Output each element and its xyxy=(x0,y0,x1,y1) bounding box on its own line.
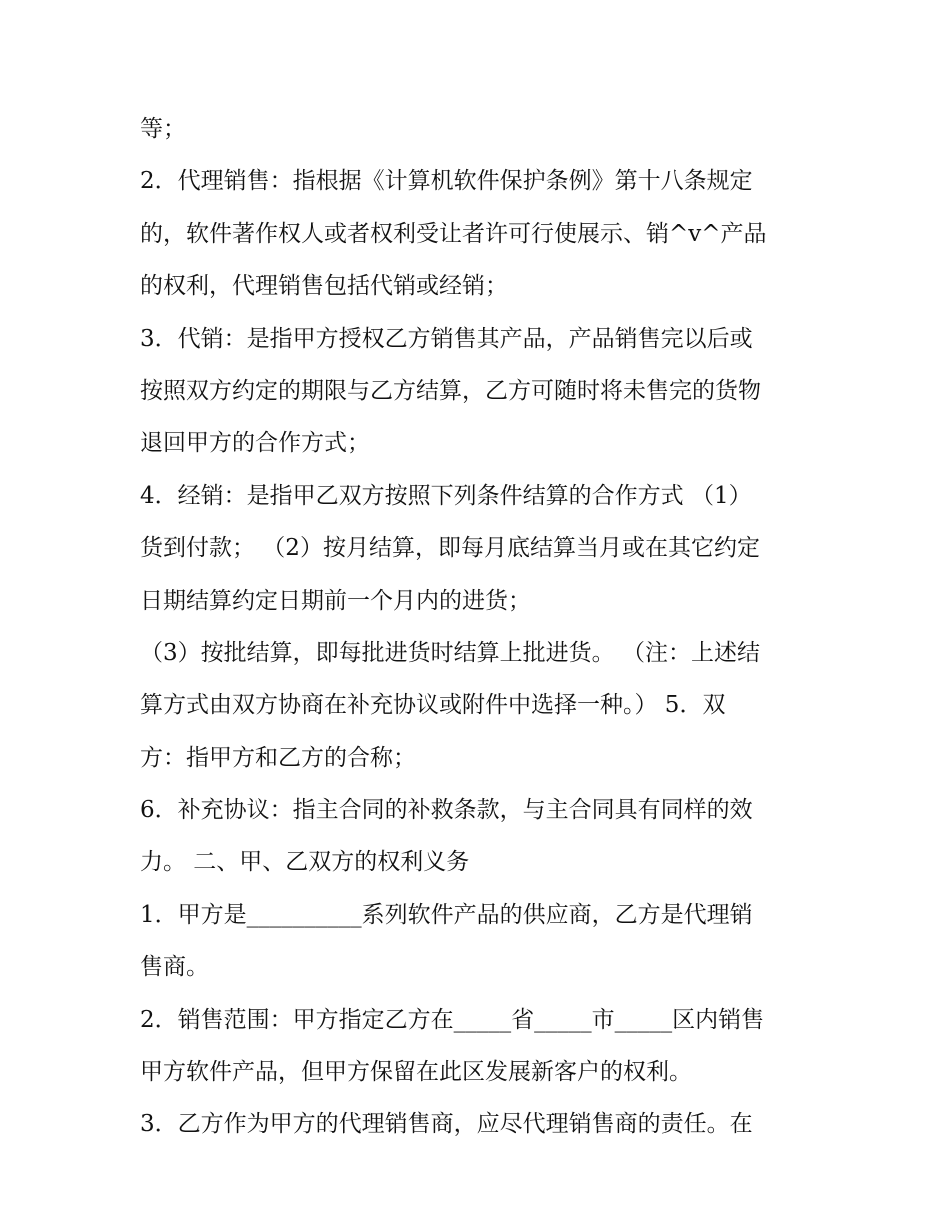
text-line: 2．销售范围：甲方指定乙方在_____省_____市_____区内销售 xyxy=(140,1006,765,1033)
text-line: 日期结算约定日期前一个月内的进货； xyxy=(140,587,531,614)
text-line: 售商。 xyxy=(140,954,209,981)
text-line: （3）按批结算，即每批进货时结算上批进货。 （注：上述结 xyxy=(140,639,760,666)
text-line: 3．乙方作为甲方的代理销售商，应尽代理销售商的责任。在 xyxy=(140,1111,753,1138)
text-line: 4．经销：是指甲乙双方按照下列条件结算的合作方式 （1） xyxy=(140,482,752,509)
text-line: 的，软件著作权人或者权利受让者许可行使展示、销^v^产品 xyxy=(140,220,767,247)
text-line: 1．甲方是__________系列软件产品的供应商，乙方是代理销 xyxy=(140,901,753,928)
document-body xyxy=(140,103,820,1151)
text-line: 6．补充协议：指主合同的补救条款，与主合同具有同样的效 xyxy=(140,797,753,824)
text-line: 算方式由双方协商在补充协议或附件中选择一种。） 5．双 xyxy=(140,692,726,719)
text-line: 等； xyxy=(140,116,186,142)
text-line: 退回甲方的合作方式； xyxy=(140,430,370,457)
text-line: 方：指甲方和乙方的合称； xyxy=(140,744,416,771)
text-line: 货到付款； （2）按月结算，即每月底结算当月或在其它约定 xyxy=(140,535,760,562)
text-line: 甲方软件产品，但甲方保留在此区发展新客户的权利。 xyxy=(140,1059,692,1086)
text-line: 3．代销：是指甲方授权乙方销售其产品，产品销售完以后或 xyxy=(140,325,753,352)
text-line: 的权利，代理销售包括代销或经销； xyxy=(140,273,508,300)
text-line: 力。 二、甲、乙双方的权利义务 xyxy=(140,849,470,876)
text-line: 2．代理销售：指根据《计算机软件保护条例》第十八条规定 xyxy=(140,168,753,195)
text-line: 按照双方约定的期限与乙方结算，乙方可随时将未售完的货物 xyxy=(140,377,761,404)
